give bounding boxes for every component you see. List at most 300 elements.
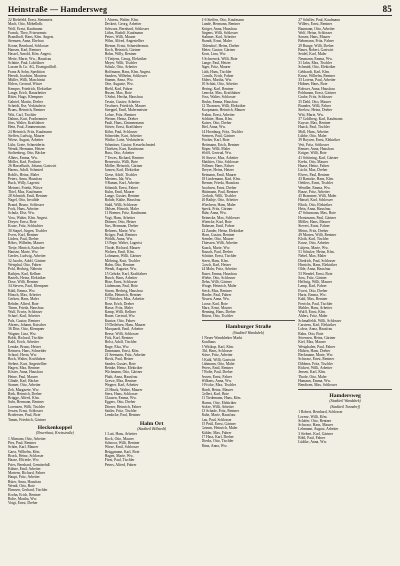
resident-entry: Bütow, Otto, Tischler [201, 314, 234, 319]
resident-entry: 24 Mohr, Fritz, Arbeiter [201, 267, 237, 272]
resident-entry: Lüders, Paul, Dreher [8, 237, 39, 242]
resident-entry: Rathjen, Karl, Kellner [8, 271, 41, 276]
resident-entry: Möller, Heinrich, Gärtner [104, 164, 143, 169]
resident-entry: 14 Hornburg, Fritz, Tischler [201, 129, 243, 134]
resident-entry: Henning, Hans, Dreher [201, 310, 236, 315]
resident-entry: Lührs, Rudolf, Kaufmann [104, 30, 143, 35]
resident-entry: Husen, Max, Bote [104, 91, 132, 96]
resident-entry: Riemer, Ernst, Schneidermstr. [104, 43, 149, 48]
resident-entry: Grimm, Heinrich, Maler [201, 426, 238, 431]
resident-entry: Hering, Karl, Rentner [201, 86, 234, 91]
resident-entry: 3 Siebert, Karl, Gärtner [298, 431, 333, 436]
resident-entry: Hagen, Marie, Ww. [104, 453, 134, 458]
resident-entry: Krohn, Erich, Rentner [8, 492, 41, 497]
resident-entry: Wiencke, Karl, Bote [201, 219, 232, 224]
resident-entry: Röper, Willi, Maler [201, 146, 231, 151]
resident-entry: Rahn, Otto, Bote [298, 331, 324, 336]
resident-entry: Sattler, Fritz, Tischler [104, 409, 137, 414]
resident-entry: Peters, Willi, Maurer [104, 35, 136, 40]
resident-entry: Jansen, Karl, Elektriker [104, 168, 140, 173]
resident-entry: Meyer, Willi, Tischler [104, 60, 138, 65]
resident-entry: Jessen, Ernst, Fahrer [201, 374, 233, 379]
resident-entry: Marx, Ernst, Maurer [201, 305, 232, 310]
resident-entry: Haase, Elfriede, Ww. [8, 458, 40, 463]
resident-entry: Hahn, Otto, Rentner [104, 262, 135, 267]
resident-entry: Jürs, Hermann, Dreher [104, 224, 139, 229]
resident-entry: Heerdt, Joachim, Monteur [8, 73, 47, 78]
resident-entry: Bendixen, Max, Schlosser [298, 383, 337, 388]
resident-entry: 23 Hinck, Walter, Maurer [104, 387, 143, 392]
resident-entry: Hasse, Fritz, Maler [104, 305, 134, 310]
resident-entry: 12 Thomsen, Willi, Elektriker [201, 103, 246, 108]
resident-entry: 5 Sehrt, Hertha, Hausfrau [104, 95, 143, 100]
resident-entry: Sass, Fritz, Gärtner [298, 275, 327, 280]
resident-entry: Lohse, Fritz, Rentner [104, 112, 137, 117]
resident-entry: 53 Wendel, Ernst, Bote [298, 271, 333, 276]
resident-entry: Dreyer, Heinz, Heizer [201, 168, 234, 173]
resident-entry: Biel, Anna, Ww. [201, 125, 226, 130]
resident-entry: Wiese, Emil, Schlosser [104, 445, 139, 450]
resident-entry: Kuhn, Emil, Maurer [104, 189, 135, 194]
resident-entry: Lemke, Bruno, Heizer [8, 344, 41, 349]
resident-entry: 51 Schulze, Heinz, Kfm. [298, 250, 335, 255]
resident-entry: Kamp, Willi, Kellner [104, 310, 136, 315]
resident-entry: Wendt, Otto, Bote [8, 483, 35, 488]
resident-entry: Lehmann, August, Arbeiter [298, 427, 339, 432]
section-divider [202, 320, 296, 321]
resident-entry: Wiese, August, Arbeiter [8, 138, 44, 143]
resident-entry: Röhl, Paul, Fahrer [298, 436, 326, 441]
resident-entry: Mette, Marie, Ww., Hausfrau [8, 56, 52, 61]
resident-entry: Neumann, Emma, Ww. [298, 56, 333, 61]
resident-entry: Stolze, Willi, Arbeiter [201, 404, 234, 409]
resident-entry: Dammann, Ernst, Kfm. [104, 348, 140, 353]
resident-entry: Rausch, Paul, Dreher [201, 250, 233, 255]
resident-entry: Lassen & Co. AG, Eisengroßhdl. [8, 65, 57, 70]
resident-entry: Kiel, Max, Maurer [298, 340, 326, 345]
resident-entry: Lorenzen, Willi, Tischler [8, 404, 45, 409]
resident-entry: Eggers, Otto, Dreher [104, 400, 136, 405]
resident-entry: Bremer, Frieda, Hausfrau [201, 181, 240, 186]
resident-entry: Boldt, Richard, Tischler [8, 335, 44, 340]
resident-entry: Matthies, Otto, Schlosser [201, 159, 239, 164]
resident-entry: Heitmann, Erich, Rentner [201, 142, 240, 147]
resident-entry: 1 Altmann, Otto, Arbeiter [8, 436, 46, 441]
resident-entry: Bolte, Martha, Ww. [8, 496, 38, 501]
resident-entry: Schmidt, Otto, Elektriker [298, 65, 336, 70]
resident-entry: Deckert, Georg, Arbeiter [104, 22, 142, 27]
resident-entry: Strelow, Heinz, Dreher [298, 108, 333, 113]
resident-entry: Horn, Gustav, Rentner [201, 232, 235, 237]
resident-entry: Sterz, Hans, Schlosser [104, 391, 138, 396]
resident-entry: Siemsen, Anna, Ehefrau [8, 39, 44, 44]
resident-entry: Wolf, Heinz, Schlosser [298, 30, 333, 35]
resident-entry: Heine, Paul, Maurer [8, 374, 38, 379]
resident-entry: Jäger, Fritz, Maurer [201, 65, 231, 70]
resident-entry: 37 Goldberg, Karl, Kaufmann [298, 116, 343, 121]
resident-entry: Scheidt, Ilse, Verkäuferin [8, 103, 46, 108]
resident-entry: Dibbern, Fritz, Tischler [298, 361, 333, 366]
resident-entry: 21 Seemann, Fritz, Arbeiter [104, 353, 146, 358]
resident-entry: Lau, Paul, Schlosser [201, 417, 232, 422]
resident-entry: Marquardt, Emil, Arbeiter [104, 327, 144, 332]
resident-entry: Lunde, Hermann, Rentner [201, 22, 241, 27]
resident-entry: Hein, Anna, Hausfrau [298, 207, 331, 212]
resident-entry: Peters, Anna, Hausfrau [8, 176, 42, 181]
resident-entry: Stahl, Willi, Schlosser [104, 202, 138, 207]
resident-entry: Carstens, Karl, Elektriker [298, 323, 336, 328]
resident-entry: Kröger, Anna, Hausfrau [201, 26, 237, 31]
resident-entry: Brandes, Willi, Fahrer [298, 103, 332, 108]
resident-entry: 35 Dahl, Otto, Maurer [298, 99, 332, 104]
resident-entry: Kahl, Max, Rentner [298, 297, 328, 302]
resident-entry: Schmüser, Gustav, Kesselschmied [104, 142, 156, 147]
resident-entry: Kuntze, Otto, Fahrer [104, 318, 136, 323]
resident-entry: Wrage, Heinrich, Maler [201, 284, 237, 289]
resident-entry: Storm, Hedwig, Hausfrau [104, 288, 143, 293]
resident-entry: Rieck, Paul, Heizer [104, 357, 134, 362]
street-district-note: (Stadtteil Wandsbek) [232, 330, 265, 335]
resident-entry: Timm, Frieda, Hausfrau [8, 305, 44, 310]
resident-entry: Thiessen, Willi, Arbeiter [201, 241, 238, 246]
resident-entry: Lüth, Hans, Tischler [201, 69, 232, 74]
resident-entry: Lühr, Grete, Schneiderin [8, 142, 45, 147]
resident-entry: 33 Lorenz, Paul, Arbeiter [298, 78, 336, 83]
resident-entry: Bartels, Heinz, Elektriker [8, 275, 46, 280]
resident-entry: Bruns, Heinrich, Rentner [8, 108, 46, 113]
resident-entry: Ehlers, Gertrud, Witwe [8, 82, 43, 87]
resident-entry: Behrmann, Fritz, Fahrer [298, 39, 334, 44]
resident-entry: 34 Sievers, Paul, Klempner [8, 284, 49, 289]
resident-entry: Westphal, Otto, Fahrer [8, 262, 42, 267]
resident-entry: Tietje, Hinrich, Kutscher [8, 245, 45, 250]
resident-entry: Lüdemann, Paul, Bote [104, 284, 138, 289]
resident-entry: Fürst, Paul, Tischler [104, 458, 135, 463]
resident-entry: Schütte, Paul, Lokführer [8, 60, 45, 65]
resident-entry: Lüdtke, Anna, Ww. [298, 440, 327, 445]
resident-entry: 30 Stapel, Jürgen, Tischler [8, 228, 48, 233]
resident-entry: Sanders, Wilhelm, Schlosser [104, 73, 147, 78]
resident-entry: Lemcke, Max, Kraftfahrer [201, 91, 241, 96]
resident-entry: 17 Hass, Karl, Dreher [201, 434, 234, 439]
resident-entry: Martens, Richard, Fahrer [8, 471, 46, 476]
resident-entry: Lange, Gustav, Rentner [104, 194, 140, 199]
resident-entry: Dahms, Kurt, Postbeamter [8, 116, 48, 121]
resident-entry: 24 Heinrich, Fritz, Kaufmann [8, 129, 52, 134]
resident-entry: Wolters, Emil, Kfm. [104, 250, 135, 255]
resident-entry: Bünz, Anna, Ww. [201, 443, 228, 448]
resident-entry: Kaufhaus [201, 340, 216, 345]
resident-entry: Rose, Erich, Dreher [104, 301, 135, 306]
resident-entry: Ahlers, Fritz, Maler [298, 314, 328, 319]
resident-entry: Rüter, Anna, Hausfrau [8, 479, 42, 484]
resident-entry: Buss, Otto, Arbeiter [104, 151, 135, 156]
resident-entry: Voigt, Ernst, Dreher [8, 501, 38, 506]
resident-entry: Lütjens, Marie, Ww. [298, 245, 329, 250]
running-header-title: Heinstraße — Hamdersweg [8, 5, 108, 14]
resident-entry: 3 Tietjens, Georg, Elektriker [104, 56, 147, 61]
resident-entry: Vollmer, Hans, Fahrer [201, 164, 235, 169]
street-district-note: (Stadtteil Wandsbek) [329, 399, 361, 404]
resident-entry: Ewert, Otto, Dreher [298, 288, 328, 293]
resident-entry: 7 Bolte, Paul, Dreher [201, 370, 233, 375]
resident-entry: Rohlfs, Heinz, Maler [8, 172, 40, 177]
resident-entry: Nagel, Otto, Invalide [8, 198, 40, 203]
resident-entry: Wegner, Karl, Arbeiter [104, 383, 139, 388]
resident-entry: Ohlsen, Hinrich, Maler [104, 207, 139, 212]
resident-entry: Nebel, Max, Maler [298, 254, 327, 259]
resident-entry: Hansen, Karl, Rentner [8, 48, 41, 53]
resident-entry: 32 Jacobs, Adolf, Gärtner [8, 258, 46, 263]
resident-entry: Haack, Paul, Tischler [298, 125, 330, 130]
resident-entry: Schmalfeldt, Willi, Schlosser [298, 318, 342, 323]
resident-entry: Röhrs, Wilhelm, Maurer [8, 241, 45, 246]
resident-entry: Dörner, Heinrich, Fahrer [104, 404, 142, 409]
resident-entry: Schneider, Kurt, Arbeiter [104, 134, 142, 139]
resident-entry: Buck, Willy, Lagerist [8, 181, 40, 186]
street-district-note: (Stadtteil Tonndorf) [330, 404, 361, 409]
resident-entry: Krone, Bernhard, Schlosser [8, 43, 49, 48]
resident-entry: Pies, Paul, Rentner [8, 441, 37, 446]
resident-entry: Haase, Heinz, Fahrer [298, 164, 330, 169]
resident-entry: Koopmann, Heinrich, Maurer [201, 108, 246, 113]
resident-entry: 5 Kahl, Willi, Gastwirt [201, 357, 236, 362]
column-2 [105, 18, 199, 561]
resident-entry: Beckmann, Marie, Ww. [298, 353, 334, 358]
resident-entry: Kaiser, Otto, Dreher [201, 121, 232, 126]
resident-entry: Pohlmann, Ernst, Gärtner [298, 91, 336, 96]
resident-entry: 15 Gehrke, Karl, Kraftfahrer [104, 271, 148, 276]
section-divider [298, 389, 392, 390]
resident-entry: Stüve, Fritz, Arbeiter [201, 353, 233, 358]
street-heading: Halm Ort [139, 420, 164, 427]
resident-entry: Hellwig, Willi, Maurer [298, 280, 333, 285]
street-district-note: (Neuerbaut, Kreisstraße) [35, 431, 74, 436]
resident-entry: Schnoor, Willi, Rentner [104, 441, 140, 446]
resident-entry: 31 Jahn, Max, Tischler [298, 60, 332, 65]
resident-entry: Kruse, Otto, Arbeiter [298, 241, 330, 246]
resident-entry: Sörensen, Heinz, Gärtner [298, 335, 336, 340]
resident-entry: Hinrichs, Hans, Elektriker [298, 262, 337, 267]
resident-entry: Peters, Emil, Rentner [201, 366, 234, 371]
resident-entry: Baumann, Otto, Arbeiter [298, 26, 335, 31]
resident-entry: Mahler, Hans, Arbeiter [298, 305, 333, 310]
resident-entry: 11 Bremer, Fritz, Kaufmann [104, 211, 147, 216]
resident-entry: Steffen, Ludwig, Maurer [8, 134, 45, 139]
resident-entry: Gerdes, Ludwig, Arbeiter [8, 254, 46, 259]
resident-entry: 39 Boysen, Ernst, Elektriker [298, 138, 341, 143]
resident-entry: Fischer, Karl, Bote [201, 138, 230, 143]
resident-entry: Reese, Willi, Schlosser [104, 331, 139, 336]
resident-entry: Fock, Hans, Arbeiter [8, 207, 39, 212]
resident-entry: Jöns, Walter, Kraftfahrer [8, 121, 45, 126]
resident-entry: Gerlach, Willi, Tischler [201, 194, 237, 199]
resident-entry: Thielsen, Kurt, Kaufmann [104, 146, 144, 151]
resident-entry: Hänsel, Karl, Schlosser [298, 198, 333, 203]
column-1 [8, 18, 102, 561]
resident-entry: Clausen, Emma, Ww. [104, 396, 137, 401]
resident-entry: Franck, Theo, Friseurmstr. [8, 30, 48, 35]
resident-entry: Brandt, Ernst, Maler [201, 39, 232, 44]
resident-entry: Lange, Paul, Heizer [201, 60, 231, 65]
resident-entry: Siebert, Kurt, Angestellter [8, 361, 47, 366]
resident-entry: Bock, Walter, Kraftfahrer [8, 357, 46, 362]
resident-entry: 13 Pape, Walter, Lagerist [104, 241, 142, 246]
resident-entry: Puls, Gustav, Rentner [8, 318, 40, 323]
resident-entry: Rohde, Käthe, Hausfrau [104, 198, 141, 203]
resident-entry: Wagner, Lina, Ww. [8, 331, 37, 336]
resident-entry: Lohmann, Willi, Gärtner [104, 254, 142, 259]
resident-entry: Oehlers, Ernst, Tischler [298, 181, 334, 186]
resident-entry: Mach, Otto, Möbelhdlr. [8, 22, 43, 27]
resident-entry: Gosch, Karl, Heizer [201, 262, 231, 267]
resident-entry: Schoof, Herta, Ww. [8, 353, 38, 358]
resident-entry: 22 Bielefeld, Ernst, Steinmetz [8, 18, 53, 22]
resident-entry: Schwarz, Ernst, Rentner [298, 357, 335, 362]
resident-entry: 47 Schumann, Max, Bote [298, 211, 336, 216]
resident-entry: Kock, Otto, Maurer [104, 436, 134, 441]
resident-entry: Vogt, Hans, Arbeiter [104, 215, 135, 220]
resident-entry: Grewe, Max, Rentner [104, 378, 137, 383]
resident-entry: Jensen, Karl, Kfm. [298, 370, 327, 375]
resident-entry: Stoltenberg, Otto, Bäcker [8, 151, 46, 156]
resident-entry: Dierks, Otto, Tischler [201, 439, 234, 444]
directory-columns [8, 18, 392, 561]
resident-entry: Seidel, Karl, Maler [298, 52, 327, 57]
resident-entry: Holst, Adolf, Tischler [104, 340, 137, 345]
resident-entry: Kahl, Erich, Arbeiter [8, 340, 39, 345]
resident-entry: Dittmer, Otto, Heizer [104, 219, 137, 224]
resident-entry: Ritter, Hugo, Klempner [8, 95, 43, 100]
resident-entry: Wiebe, Otto, Schlosser [201, 275, 236, 280]
resident-entry: Reimann, Emil, Maurer [201, 172, 237, 177]
resident-entry: Rehder, Alfred, Bote [8, 301, 39, 306]
resident-entry: Brüggmann, Karl, Bote [104, 449, 140, 454]
resident-entry: Haupt, Fritz, Arbeiter [8, 475, 40, 480]
resident-entry: Wichmann, Otto, Gärtner [104, 370, 143, 375]
resident-entry: 19 Detlefsen, Hans, Maurer [104, 323, 146, 328]
resident-entry: Jacobsen, Ernst, Dreher [201, 185, 237, 190]
resident-entry: Bauer, Robert, Gastwirt [298, 48, 334, 53]
resident-entry: Ehlers, Martha, Ww. [201, 78, 233, 83]
resident-entry: 49 Marten, Willi, Rentner [298, 232, 337, 237]
resident-entry: Wolf, Ernst, Kaufmann [8, 26, 43, 31]
resident-entry: Gabriel, Martin, Dreher [8, 99, 44, 104]
resident-entry: Harms, Otto, Elektriker [201, 400, 237, 405]
running-header [8, 4, 392, 16]
resident-entry: Stöver, Ernst, Kraftfahrer [104, 125, 143, 130]
resident-entry: Busch, Hans, Arbeiter [104, 275, 138, 280]
resident-entry: Brandhoff, Hans, Kfm. Angest. [8, 35, 55, 40]
resident-entry: Sander, Gustav, Bote [104, 361, 136, 366]
resident-entry: Möhring, Kurt, Tischler [104, 258, 140, 263]
resident-entry: Otte, Auguste, Ww. [104, 82, 134, 87]
column-4 [298, 18, 392, 561]
resident-entry: Lohse, Anna, Hausfrau [298, 327, 333, 332]
resident-entry: Ruser, Emma, Hausfrau [201, 271, 237, 276]
resident-entry: Lücht, Max, Dreher [298, 168, 328, 173]
resident-entry: Brock, Heinz, Schlosser [8, 453, 44, 458]
resident-entry: 9 Fricke, Max, Tischler [201, 383, 237, 388]
resident-entry: Koch, Heinrich, Gärtner [104, 48, 141, 53]
resident-entry: Steen, Hans, Kfm. [201, 258, 229, 263]
resident-entry: Hinz, Ernst, Schlosser [104, 280, 138, 285]
resident-entry: Voss, Walter, Schlosser [201, 95, 236, 100]
resident-entry: Franz & Sohn, Spedition [8, 69, 45, 74]
resident-entry: 9 Ramm, Karl, Arbeiter [104, 181, 140, 186]
resident-entry: Cornils, Erich, Fahrer [201, 73, 234, 78]
resident-entry: Wendler, Emma, Ww. [298, 185, 331, 190]
resident-entry: Albers, Emma, Ww. [8, 155, 38, 160]
resident-entry: Evers, Karl, Rentner [8, 232, 39, 237]
resident-entry: Gellert, Karl, Bote [201, 391, 229, 396]
resident-entry: Teschner, Friedrich, Maurer [104, 103, 146, 108]
resident-entry: Wilkens, Anna, Ww. [201, 379, 232, 384]
resident-entry: 1 Ahrens, Walter, Kfm. [104, 18, 139, 22]
resident-entry: 10 Schütt, Otto, Arbeiter [201, 82, 238, 87]
street-heading: Hamburger Straße [225, 324, 272, 331]
resident-entry: 45 Brammer, Willi, Maler [298, 194, 337, 199]
resident-entry: Kähler, Max, Fahrer [201, 430, 232, 435]
street-heading: Heckenkoppel [37, 424, 72, 431]
resident-entry: Kröger, Paul, Rentner [104, 232, 137, 237]
resident-entry: Krebs, Otto, Maurer [298, 159, 329, 164]
resident-entry: 43 Ramcke, Hans, Kfm. [298, 176, 334, 181]
resident-entry: Frahm, Ernst, Arbeiter [201, 112, 235, 117]
resident-entry: Suhr, Hermann, Rentner [8, 400, 44, 405]
resident-entry: Frerichs, Paul, Tischler [298, 301, 333, 306]
resident-entry: 28 Schmidt, Emil, Rentner [8, 194, 48, 199]
resident-entry: Wittke, Lotte, Verkäuferin [104, 138, 144, 143]
resident-entry: Block, Otto, Elektriker [298, 202, 333, 207]
resident-entry: Schütze, Ernst, Tischler [201, 254, 237, 259]
resident-entry: Dose, Willi, Rentner [8, 280, 39, 285]
resident-entry: Bahr, Anna, Ww. [201, 211, 227, 216]
resident-entry: Reinke, Heinz, Elektriker [104, 366, 143, 371]
resident-entry: Lühmann, Otto, Maler [201, 361, 235, 366]
resident-entry: Behrens, Marie, Ww. [104, 228, 137, 233]
resident-entry: Meins, Fritz, Dreher [298, 228, 329, 233]
resident-entry: Busse, Fritz, Arbeiter [298, 189, 330, 194]
resident-entry: 16 Struve, Max, Arbeiter [201, 155, 239, 160]
resident-entry: Sieck, Max, Rentner [201, 288, 232, 293]
resident-entry: Hartz, Emma, Ww. [298, 293, 327, 297]
resident-entry: Rickert, Willi, Arbeiter [298, 366, 333, 371]
resident-entry: Siemers, Paul, Gärtner [201, 134, 235, 139]
resident-entry: Wulf, Erwin, Schlosser [8, 310, 43, 315]
resident-entry: Kruse, Fritz, Schlachter [8, 224, 44, 229]
resident-entry: Wöhlk, Anna, Ww. [104, 237, 134, 242]
resident-entry: 11 Tiedemann, Hans, Kfm. [201, 396, 242, 401]
resident-entry: Hardt, Heinz, Maurer [201, 387, 234, 392]
resident-entry: Tamm, Friedrich, Gärtner [8, 417, 46, 422]
street-district-note: (Stadtteil Billstedt) [137, 427, 167, 432]
resident-entry: 29 Runge, Willi, Dreher [298, 43, 334, 48]
resident-entry: Bauer, Gertrud, Ww. [104, 314, 136, 319]
resident-entry: Schmidt, Ernst, Fahrer [104, 185, 139, 190]
resident-entry: Elvers, Paul, Rentner [298, 172, 330, 177]
resident-entry: Ohlendorf, Heinz, Dreher [201, 43, 240, 48]
resident-entry: Dreyer, Ernst, Bote [8, 219, 37, 224]
resident-entry: Jürgens, Willi, Schlosser [201, 30, 238, 35]
resident-entry: Willers, Ernst, Rentner [298, 22, 333, 27]
resident-entry: Thiel, Max, Kaufmann [8, 189, 42, 194]
page-number: 85 [382, 4, 392, 14]
resident-entry: Renner, Anna, Hausfrau [298, 146, 334, 151]
resident-entry: Möller, Karl, Postbote [8, 159, 41, 164]
resident-entry: 17 Böttcher, Max, Arbeiter [104, 297, 145, 302]
resident-entry: 2-6 Steffen, Otto, Kaufmann [201, 18, 244, 22]
